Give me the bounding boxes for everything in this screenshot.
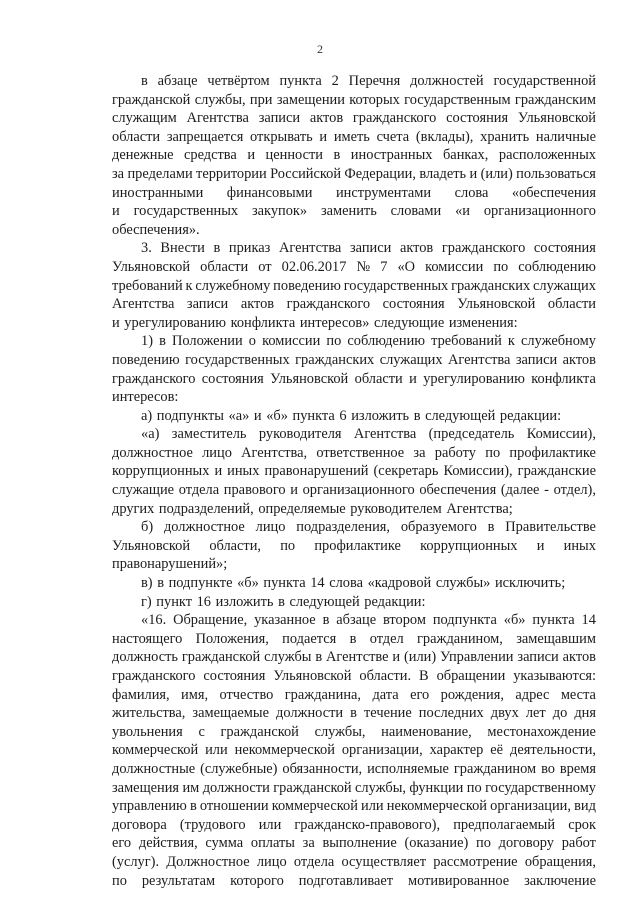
text-line: замещения им должности гражданской службы, функции по государственному: [112, 779, 596, 796]
text-line: других подразделений, определяемые руководителем Агентства;: [112, 500, 513, 517]
text-line: требований к служебному поведению государственных гражданских служащих: [112, 277, 596, 294]
text-line: «16. Обращение, указанное в абзаце втором подпункта «б» пункта 14: [141, 612, 596, 629]
text-line: гражданского состояния Ульяновской области. В обращении указываются:: [112, 668, 596, 684]
text-line: коррупционных и иных правонарушений (секретарь Комиссии), гражданские: [112, 463, 596, 480]
text-line: управлению в отношении коммерческой или некоммерческой организации, вид: [112, 798, 596, 815]
page-number: 2: [317, 42, 323, 56]
text-line: поведению государственных гражданских служащих Агентства записи актов: [112, 351, 596, 368]
text-line: гражданской службы, при замещении которых государственным гражданским: [112, 91, 596, 108]
text-line: служащим Агентства записи актов гражданского состояния Ульяновской: [112, 110, 596, 127]
text-line: настоящего Положения, подается в отдел гражданином, замещавшим: [112, 630, 596, 647]
text-line: и государственных закупок» заменить словами «и организационного: [112, 203, 596, 220]
text-line: «а) заместитель руководителя Агентства (председатель Комиссии),: [141, 426, 596, 443]
text-line: увольнения с гражданской службы, наименование, местонахождение: [112, 723, 596, 740]
text-line: обеспечения».: [112, 221, 200, 238]
text-line: его действия, сумма оплаты за выполнение (оказание) по договору работ: [112, 835, 596, 852]
text-line: должностное лицо Агентства, ответственное за работу по профилактике: [112, 444, 596, 461]
text-line: иностранными финансовыми инструментами слова «обеспечения: [112, 184, 596, 201]
text-line: денежные средства и ценности в иностранных банках, расположенных: [112, 147, 596, 164]
document-body: [112, 72, 596, 890]
text-line: правонарушений»;: [112, 556, 228, 573]
text-line: коммерческой или некоммерческой организации, характер её деятельности,: [112, 742, 596, 759]
text-line: в абзаце четвёртом пункта 2 Перечня должностей государственной: [141, 73, 596, 89]
text-line: г) пункт 16 изложить в следующей редакции:: [141, 593, 426, 610]
text-line: 3. Внести в приказ Агентства записи актов гражданского состояния: [141, 240, 596, 257]
text-line: фамилия, имя, отчество гражданина, дата его рождения, адрес места: [112, 686, 596, 703]
text-line: интересов:: [112, 389, 179, 406]
text-line: жительства, замещаемые должности в течение последних двух лет до дня: [112, 705, 596, 722]
text-line: и урегулированию конфликта интересов» следующие изменения:: [112, 314, 518, 331]
text-line: в) в подпункте «б» пункта 14 слова «кадровой службы» исключить;: [141, 575, 566, 592]
text-line: (услуг). Должностное лицо отдела осуществляет рассмотрение обращения,: [112, 853, 596, 870]
text-line: Агентства записи актов гражданского состояния Ульяновской области: [112, 296, 596, 313]
text-line: по результатам которого подготавливает мотивированное заключение: [112, 872, 596, 889]
text-line: должность гражданской службы в Агентстве и (или) Управлении записи актов: [112, 649, 596, 666]
text-line: а) подпункты «а» и «б» пункта 6 изложить в следующей редакции:: [141, 407, 562, 424]
text-line: области запрещается открывать и иметь счета (вклады), хранить наличные: [112, 128, 596, 145]
text-line: б) должностное лицо подразделения, образуемого в Правительстве: [141, 519, 596, 536]
text-line: Ульяновской области от 02.06.2017 № 7 «О комиссии по соблюдению: [112, 258, 596, 275]
text-line: за пределами территории Российской Федерации, владеть и (или) пользоваться: [112, 165, 596, 182]
text-line: должностные (служебные) обязанности, исполняемые гражданином во время: [112, 760, 596, 777]
text-line: служащие отдела правового и организационного обеспечения (далее - отдел),: [112, 482, 596, 499]
text-line: договора (трудового или гражданско-правового), предполагаемый срок: [112, 816, 596, 833]
text-line: гражданского состояния Ульяновской области и урегулированию конфликта: [112, 370, 596, 387]
text-line: Ульяновской области, по профилактике коррупционных и иных: [112, 537, 596, 554]
text-line: 1) в Положении о комиссии по соблюдению требований к служебному: [141, 333, 596, 350]
